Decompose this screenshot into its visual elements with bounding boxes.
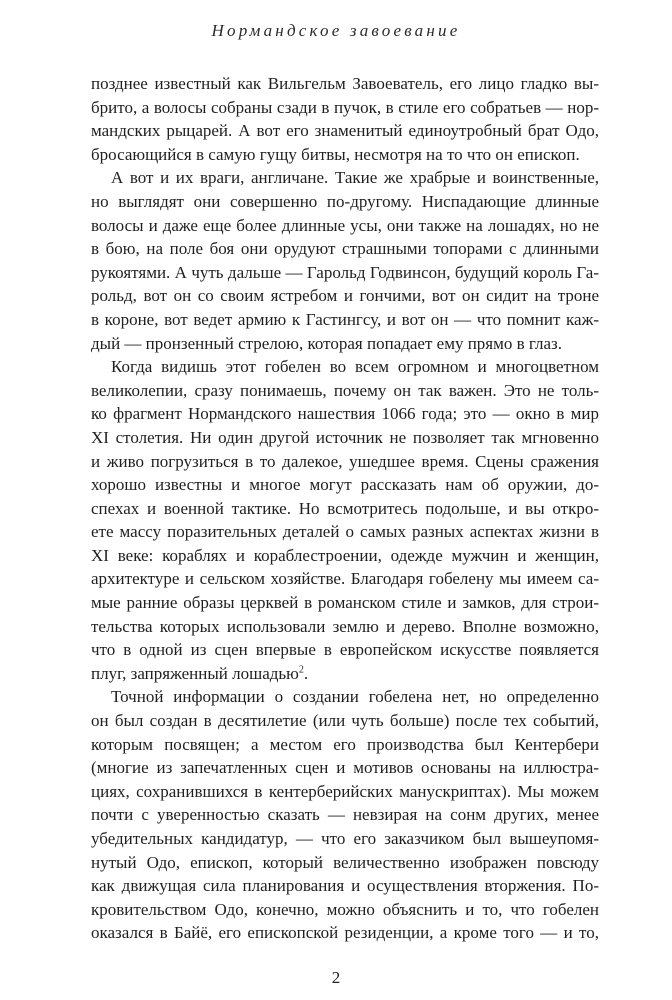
text-line: волосы и даже еще более длинные усы, они также на лошадях, но не bbox=[91, 215, 599, 235]
text-line: XI веке: кораблях и кораблестроении, одежде мужчин и женщин, bbox=[91, 545, 599, 565]
body-text bbox=[91, 72, 599, 945]
text-line: позднее известный как Вильгельм Завоеватель, его лицо гладко вы- bbox=[91, 74, 599, 93]
text-fragment: . bbox=[303, 663, 309, 683]
text-line: и живо погрузиться в то далекое, ушедшее время. Сцены сражения bbox=[91, 451, 599, 471]
text-line: Когда видишь этот гобелен во всем огромном и многоцветном bbox=[111, 357, 599, 377]
text-line: дый — пронзенный стрелою, которая попадает ему прямо в глаз. bbox=[91, 333, 563, 353]
text-line: А вот и их враги, англичане. Такие же храбрые и воинственные, bbox=[111, 168, 599, 188]
text-line: оказался в Байё, его епископской резиденции, а кроме того — и то, bbox=[91, 923, 599, 943]
text-line: брито, а волосы собраны сзади в пучок, в стиле его собратьев — нор- bbox=[91, 97, 599, 117]
text-line: рольд, вот он со своим ястребом и гончими, вот он сидит на троне bbox=[91, 286, 599, 306]
text-line: ко фрагмент Нормандского нашествия 1066 года; это — окно в мир bbox=[91, 404, 599, 424]
text-line: бросающийся в самую гущу битвы, несмотря на то что он епископ. bbox=[91, 144, 580, 164]
text-line: в бою, на поле боя они орудуют страшными топорами с длинными bbox=[91, 239, 599, 259]
text-line: архитектуре и сельском хозяйстве. Благодаря гобелену мы имеем са- bbox=[91, 569, 599, 589]
text-line: но выглядят они совершенно по-другому. Ниспадающие длинные bbox=[91, 191, 599, 211]
running-head: Нормандское завоевание bbox=[211, 21, 461, 40]
text-line: тельства которых использовали землю и дерево. Вполне возможно, bbox=[91, 616, 599, 636]
text-line: кровительством Одо, конечно, можно объяснить и то, что гобелен bbox=[91, 899, 599, 919]
text-line: мые ранние образы церквей в романском стиле и замков, для строи- bbox=[91, 593, 599, 613]
text-fragment: плуг, запряженный лошадью bbox=[91, 663, 299, 683]
text-line: почти с уверенностью сказать — невзирая на сонм других, менее bbox=[91, 805, 599, 825]
page-number: 2 bbox=[331, 968, 341, 987]
text-line: мандских рыцарей. А вот его знаменитый единоутробный брат Одо, bbox=[91, 121, 599, 141]
text-line: ете массу поразительных деталей о самых разных аспектах жизни в bbox=[91, 522, 599, 542]
text-line: спехах и военной тактике. Но всмотритесь подольше, и вы откро- bbox=[91, 498, 599, 518]
text-line: (многие из запечатленных сцен и мотивов основаны на иллюстра- bbox=[91, 758, 599, 778]
text-line: он был создан в десятилетие (или чуть больше) после тех событий, bbox=[91, 711, 599, 731]
text-line: великолепии, сразу понимаешь, почему он так важен. Это не толь- bbox=[91, 380, 599, 400]
text-line: хорошо известны и многое могут рассказать нам об оружии, до- bbox=[91, 475, 599, 495]
text-line: в короне, вот ведет армию к Гастингсу, и вот он — что помнит каж- bbox=[91, 309, 599, 329]
text-line: которым посвящен; а местом его производства был Кентербери bbox=[91, 734, 599, 754]
text-line: что в одной из сцен впервые в европейском искусстве появляется bbox=[91, 640, 599, 660]
text-line: нутый Одо, епископ, который величественно изображен повсюду bbox=[91, 852, 599, 872]
text-line: XI столетия. Ни один другой источник не позволяет так мгновенно bbox=[91, 427, 599, 447]
text-line: убедительных кандидатур, — что его заказчиком был вышеупомя- bbox=[91, 829, 599, 848]
text-line: циях, сохранившихся в кентерберийских манускриптах). Мы можем bbox=[91, 781, 599, 801]
text-line: Точной информации о создании гобелена нет, но определенно bbox=[111, 687, 599, 707]
footnote-marker: 2 bbox=[298, 664, 304, 676]
text-line-with-footnote bbox=[91, 662, 599, 686]
text-line: как движущая сила планирования и осуществления вторжения. По- bbox=[91, 876, 599, 896]
text-line: рукоятями. А чуть дальше — Гарольд Годвинсон, будущий король Га- bbox=[91, 262, 599, 282]
